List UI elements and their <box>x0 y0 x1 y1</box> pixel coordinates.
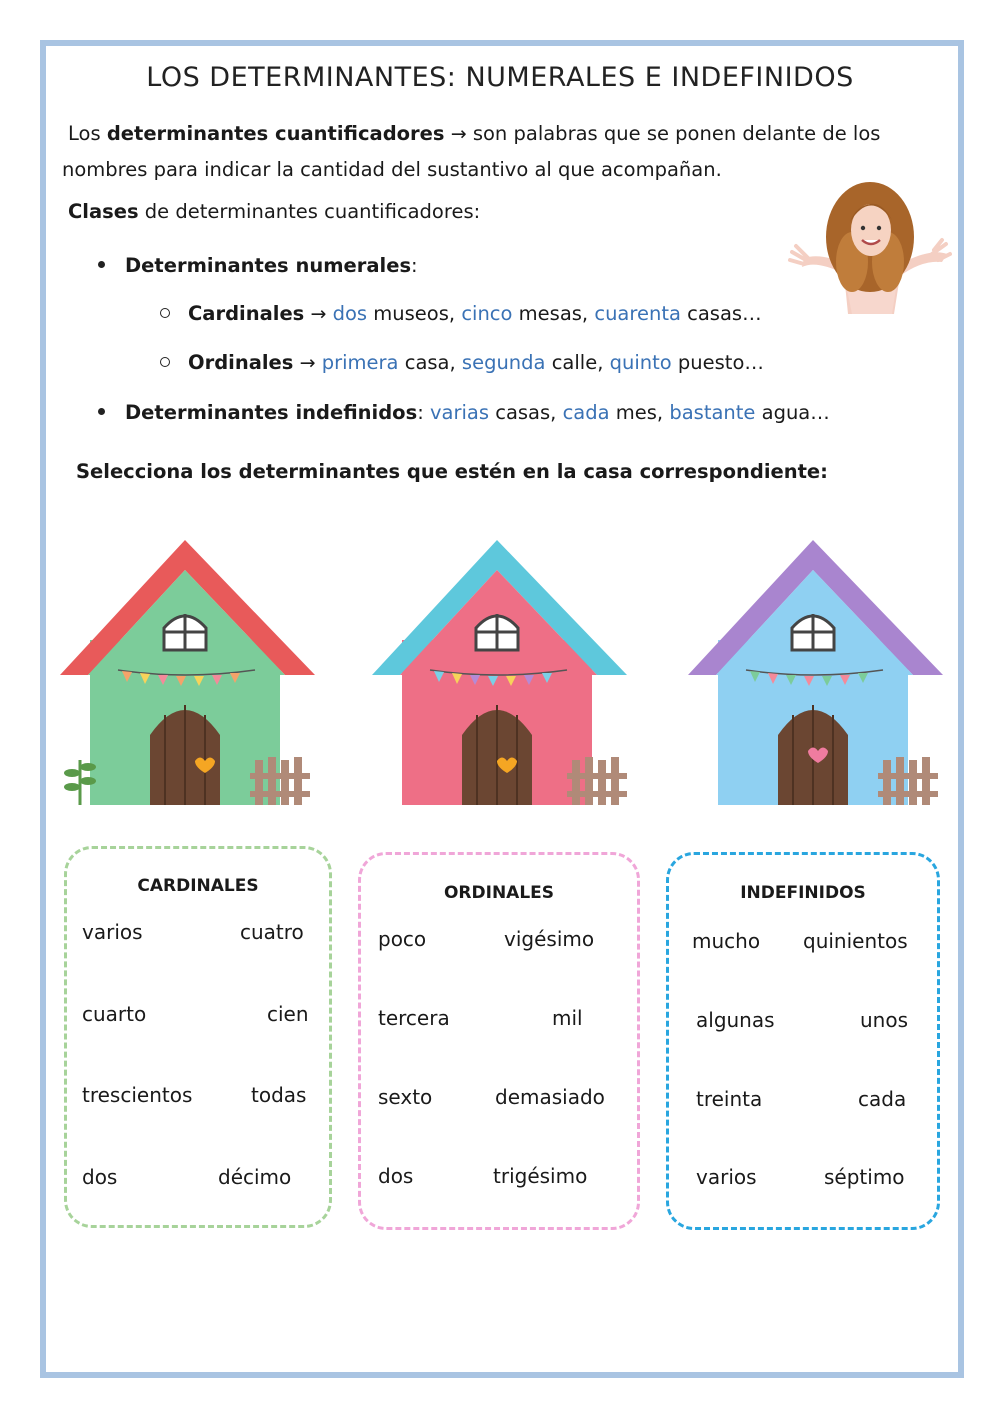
house-green-illustration <box>60 535 320 810</box>
word-option[interactable]: décimo <box>218 1165 292 1189</box>
word-option[interactable]: varios <box>82 920 143 944</box>
list-item-ordinales <box>160 351 764 374</box>
word-option[interactable]: dos <box>378 1164 414 1188</box>
word-option[interactable]: varios <box>696 1165 757 1189</box>
word-option[interactable]: trescientos <box>82 1083 193 1107</box>
example-det: cinco <box>461 302 513 325</box>
list-item-numerales <box>98 254 418 277</box>
example-noun: casas… <box>687 302 762 325</box>
example-det: segunda <box>461 351 546 374</box>
example-det: varias <box>429 401 490 424</box>
ordinales-label: Ordinales <box>188 351 294 374</box>
cardinales-label: Cardinales <box>188 302 305 325</box>
word-option[interactable]: unos <box>860 1008 909 1032</box>
classes-bold: Clases <box>68 200 139 223</box>
word-option[interactable]: algunas <box>696 1008 775 1032</box>
indefinidos-colon: : <box>417 401 424 424</box>
example-det: cuarenta <box>594 302 681 325</box>
word-option[interactable]: cuatro <box>240 920 304 944</box>
example-noun: calle, <box>551 351 604 374</box>
word-option[interactable]: cuarto <box>82 1002 147 1026</box>
word-option[interactable]: trigésimo <box>493 1164 588 1188</box>
example-noun: casas, <box>495 401 557 424</box>
arrow-icon: → <box>310 303 327 325</box>
box-title-indefinidos: INDEFINIDOS <box>740 883 866 903</box>
classes-heading <box>68 200 480 223</box>
arrow-icon: → <box>450 123 467 145</box>
intro-term: determinantes cuantificadores <box>106 122 445 145</box>
instruction: Selecciona los determinantes que estén en la casa correspondiente: <box>76 460 828 483</box>
intro-text-2: nombres para indicar la cantidad del sustantivo al que acompañan. <box>62 158 722 181</box>
list-item-cardinales <box>160 302 762 325</box>
page-title: LOS DETERMINANTES: NUMERALES E INDEFINIDOS <box>146 62 854 93</box>
word-option[interactable]: poco <box>378 927 427 951</box>
example-noun: museos, <box>373 302 456 325</box>
numerales-colon: : <box>411 254 418 277</box>
example-noun: mes, <box>615 401 664 424</box>
word-option[interactable]: treinta <box>696 1087 763 1111</box>
arrow-icon: → <box>299 352 316 374</box>
circle-bullet-icon <box>160 308 170 318</box>
example-det: cada <box>562 401 610 424</box>
house-pink-illustration <box>372 535 632 810</box>
example-det: dos <box>332 302 368 325</box>
teacher-avatar <box>782 182 952 314</box>
example-det: bastante <box>669 401 756 424</box>
word-option[interactable]: mucho <box>692 929 761 953</box>
word-option[interactable]: séptimo <box>824 1165 905 1189</box>
example-noun: mesas, <box>518 302 589 325</box>
example-noun: agua… <box>761 401 830 424</box>
word-option[interactable]: vigésimo <box>504 927 595 951</box>
example-det: quinto <box>609 351 672 374</box>
word-option[interactable]: todas <box>251 1083 307 1107</box>
classes-rest: de determinantes cuantificadores: <box>144 200 481 223</box>
word-option[interactable]: cien <box>267 1002 309 1026</box>
word-option[interactable]: cada <box>858 1087 907 1111</box>
bullet-icon <box>98 261 105 268</box>
example-noun: casa, <box>404 351 456 374</box>
intro-text-1: son palabras que se ponen delante de los <box>472 122 881 145</box>
house-blue-illustration <box>688 535 948 810</box>
bullet-icon <box>98 408 105 415</box>
word-option[interactable]: sexto <box>378 1085 433 1109</box>
intro-paragraph <box>62 116 952 188</box>
box-title-ordinales: ORDINALES <box>443 883 555 903</box>
numerales-label: Determinantes numerales <box>125 254 412 277</box>
word-option[interactable]: demasiado <box>495 1085 605 1109</box>
circle-bullet-icon <box>160 357 170 367</box>
word-option[interactable]: quinientos <box>803 929 908 953</box>
word-option[interactable]: dos <box>82 1165 118 1189</box>
example-noun: puesto… <box>677 351 764 374</box>
list-item-indefinidos <box>98 401 830 424</box>
word-option[interactable]: mil <box>552 1006 583 1030</box>
intro-lead: Los <box>68 122 101 145</box>
word-option[interactable]: tercera <box>378 1006 450 1030</box>
box-title-cardinales: CARDINALES <box>137 876 259 896</box>
indefinidos-label: Determinantes indefinidos <box>125 401 418 424</box>
example-det: primera <box>321 351 399 374</box>
